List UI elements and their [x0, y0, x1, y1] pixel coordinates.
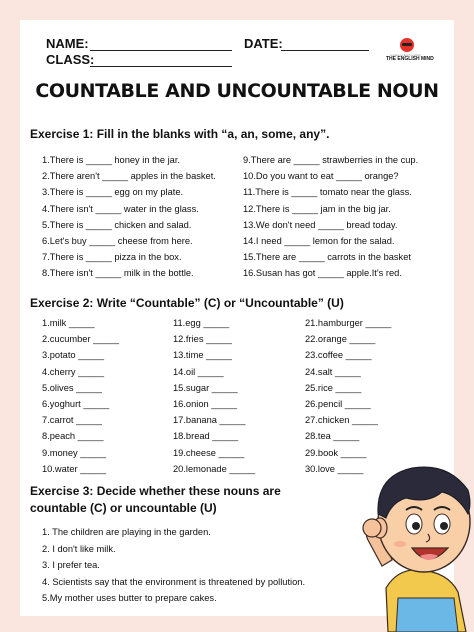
exercise3-sentence: 2. I don't like milk.: [42, 543, 116, 554]
exercise2-word: 26.pencil _____: [305, 399, 371, 409]
exercise2-word: 5.olives _____: [42, 382, 102, 393]
exercise1-sentence: 11.There is _____ tomato near the glass.: [243, 187, 412, 198]
exercise2-word: 7.carrot _____: [42, 415, 102, 426]
exercise2-word: 28.tea _____: [305, 431, 360, 442]
exercise2-title: Exercise 2: Write “Countable” (C) or “Uncountable” (U): [30, 296, 344, 310]
exercise1-sentence: 6.Let's buy _____ cheese from here.: [42, 236, 193, 246]
exercise2-word: 3.potato _____: [42, 350, 105, 361]
exercise2-word: 25.rice _____: [305, 382, 362, 393]
exercise2-word: 30.love _____: [305, 463, 364, 474]
exercise1-sentence: 13.We don't need _____ bread today.: [243, 219, 398, 230]
exercise1-sentence: 7.There is _____ pizza in the box.: [42, 252, 182, 263]
exercise2-word: 27.chicken _____: [305, 415, 378, 426]
exercise2-word: 8.peach _____: [42, 431, 104, 442]
exercise2-word: 6.yoghurt _____: [42, 399, 110, 409]
exercise1-sentence: 8.There isn't _____ milk in the bottle.: [42, 268, 194, 279]
exercise2-word: 12.fries _____: [173, 334, 232, 345]
exercise1-sentence: 1.There is _____ honey in the jar.: [42, 155, 180, 165]
exercise2-word: 29.book _____: [305, 447, 367, 458]
exercise2-word: 14.oil _____: [173, 366, 224, 377]
exercise3-title-line2: countable (C) or uncountable (U): [30, 501, 217, 515]
exercise3-title-line1: Exercise 3: Decide whether these nouns are: [30, 484, 281, 498]
exercise2-word: 15.sugar _____: [173, 382, 238, 393]
exercise2-word: 4.cherry _____: [42, 366, 105, 377]
exercise2-word: 9.money _____: [42, 447, 107, 458]
logo-tagline: a place to learn english: [390, 53, 421, 57]
exercise3-sentence: 3. I prefer tea.: [42, 560, 100, 571]
exercise2-word: 10.water _____: [42, 463, 107, 474]
exercise1-sentence: 9.There are _____ strawberries in the cup.: [243, 155, 419, 165]
exercise2-word: 18.bread _____: [173, 431, 239, 442]
brand-logo: [386, 38, 446, 68]
class-label: CLASS:: [46, 52, 95, 67]
exercise2-word: 20.lemonade _____: [173, 463, 256, 474]
exercise2-word: 19.cheese _____: [173, 447, 245, 458]
exercise1-sentence: 16.Susan has got _____ apple.It's red.: [243, 268, 402, 279]
date-label: DATE:: [244, 36, 283, 51]
exercise2-word: 22.orange _____: [305, 334, 376, 345]
exercise2-word: 17.banana _____: [173, 415, 246, 426]
exercise3-title: [30, 483, 281, 517]
exercise1-title: Exercise 1: Fill in the blanks with “a, an, some, any”.: [30, 127, 330, 141]
logo-text: THE ENGLISH MIND: [386, 56, 434, 62]
exercise1-sentence: 10.Do you want to eat _____ orange?: [243, 171, 399, 182]
exercise2-word: 2.cucumber _____: [42, 334, 120, 345]
exercise1-sentence: 3.There is _____ egg on my plate.: [42, 187, 184, 198]
exercise2-word: 11.egg _____: [173, 318, 230, 328]
exercise1-sentence: 2.There aren't _____ apples in the basket.: [42, 171, 216, 182]
exercise1-sentence: 4.There isn't _____ water in the glass.: [42, 203, 199, 214]
name-label: NAME:: [46, 36, 89, 51]
page-title: COUNTABLE AND UNCOUNTABLE NOUN: [35, 80, 439, 102]
exercise2-word: 23.coffee _____: [305, 350, 372, 361]
exercise1-sentence: 12.There is _____ jam in the big jar.: [243, 203, 391, 214]
logo-mascot-icon: [400, 38, 414, 52]
exercise1-sentence: 5.There is _____ chicken and salad.: [42, 219, 192, 230]
exercise2-word: 21.hamburger _____: [305, 318, 392, 328]
exercise2-word: 1.milk _____: [42, 318, 95, 328]
date-line: [281, 50, 369, 51]
cartoon-boy-illustration: [358, 448, 474, 632]
exercise1-sentence: 15.There are _____ carrots in the basket: [243, 252, 411, 263]
exercise3-sentence: 5.My mother uses butter to prepare cakes.: [42, 593, 217, 604]
exercise2-word: 16.onion _____: [173, 399, 238, 409]
exercise1-sentence: 14.I need _____ lemon for the salad.: [243, 236, 395, 246]
exercise3-sentence: 1. The children are playing in the garden.: [42, 527, 211, 537]
name-line: [90, 50, 232, 51]
exercise3-sentence: 4. Scientists say that the environment is threatened by pollution.: [42, 576, 306, 587]
exercise2-word: 13.time _____: [173, 350, 232, 361]
exercise2-word: 24.salt _____: [305, 366, 361, 377]
class-line: [90, 66, 232, 67]
